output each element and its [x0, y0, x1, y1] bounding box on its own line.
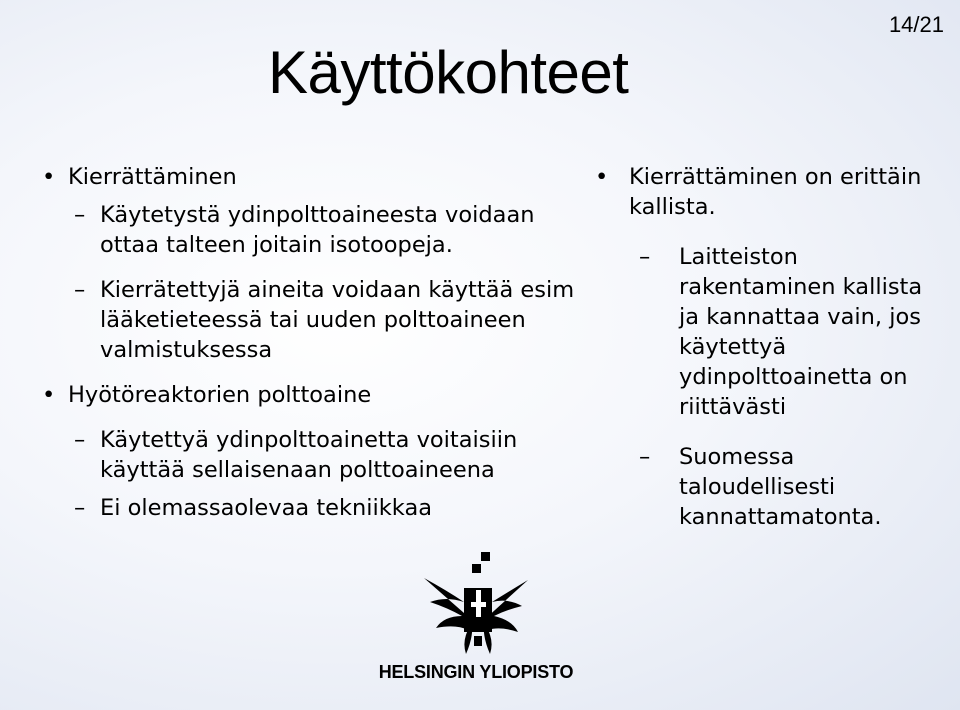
- sub-bullet-item: – Kierrätettyjä aineita voidaan käyttää esim lääketieteessä tai uuden polttoaineen valmistuksessa: [42, 275, 582, 365]
- sub-bullet-item: – Suomessa taloudellisesti kannattamatonta.: [595, 442, 945, 532]
- bullet-item: • Hyötöreaktorien polttoaine: [42, 380, 582, 410]
- bullet-item: • Kierrättäminen: [42, 162, 582, 192]
- logo-text: HELSINGIN YLIOPISTO: [378, 662, 574, 682]
- sub-bullet-item: – Käytettyä ydinpolttoainetta voitaisiin käyttää sellaisenaan polttoaineena: [42, 425, 582, 485]
- sub-bullet-item: – Käytetystä ydinpolttoaineesta voidaan ottaa talteen joitain isotoopeja.: [42, 200, 582, 260]
- bullet-item: • Kierrättäminen on erittäin kallista.: [595, 162, 945, 222]
- slide-number: 14/21: [888, 12, 944, 37]
- flame-cross-emblem-icon: [416, 550, 536, 660]
- university-logo: [376, 550, 576, 690]
- sub-bullet-item: – Ei olemassaolevaa tekniikkaa: [42, 493, 582, 523]
- sub-bullet-item: – Laitteiston rakentaminen kallista ja kannattaa vain, jos käytettyä ydinpolttoainetta on riittävästi: [595, 242, 945, 422]
- right-bullet-list: [595, 162, 945, 532]
- left-bullet-list: [42, 162, 582, 523]
- slide-title: Käyttökohteet: [268, 39, 629, 106]
